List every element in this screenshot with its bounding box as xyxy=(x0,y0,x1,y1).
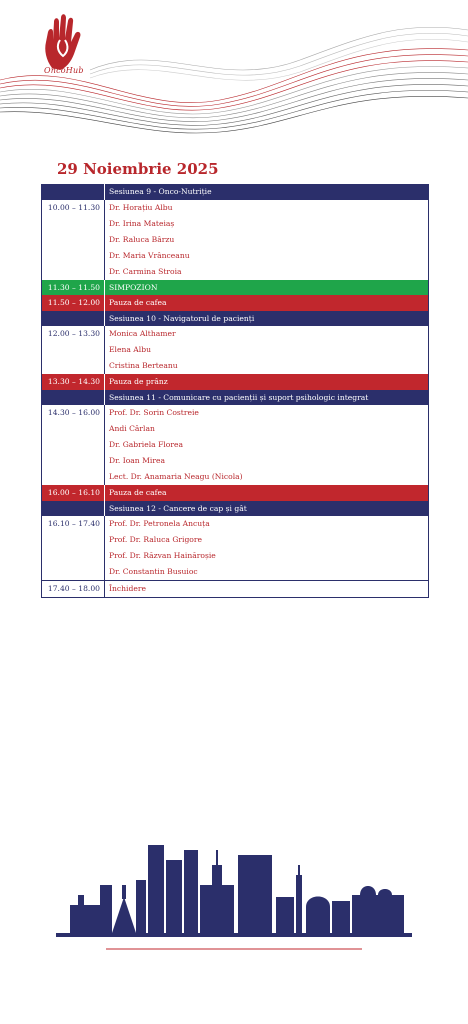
time-cell: 10.00 – 11.30 xyxy=(42,200,105,280)
speaker-name: Dr. Irina Mateiaș xyxy=(109,218,175,228)
header-banner xyxy=(0,0,468,150)
time-cell xyxy=(42,311,105,327)
break-row xyxy=(42,485,428,501)
content-cell: Sesiunea 12 - Cancere de cap și gât xyxy=(109,503,247,513)
time-cell: 11.30 – 11.50 xyxy=(42,280,105,296)
speaker-name: Prof. Dr. Petronela Ancuța xyxy=(109,519,210,528)
content-cell: Sesiunea 9 - Onco-Nutriție xyxy=(109,187,212,196)
content-cell: Sesiunea 11 - Comunicare cu pacienții și suport psihologic integrat xyxy=(109,392,369,402)
time-cell xyxy=(42,184,105,200)
speaker-name: Dr. Maria Vrânceanu xyxy=(109,250,190,260)
closing-row xyxy=(42,580,428,597)
session-header-row xyxy=(42,311,428,327)
content-cell xyxy=(105,405,428,485)
logo-text: OncoHub xyxy=(44,66,84,75)
speaker-name: Dr. Gabriela Florea xyxy=(109,440,184,449)
time-cell: 13.30 – 14.30 xyxy=(42,374,105,390)
time-cell: 16.00 – 16.10 xyxy=(42,485,105,501)
content-cell: Închidere xyxy=(109,584,146,593)
session-header-row xyxy=(42,184,428,200)
speakers-row xyxy=(42,200,428,280)
speaker-name: Dr. Horațiu Albu xyxy=(109,202,173,212)
speaker-name: Prof. Dr. Sorin Costreie xyxy=(109,408,199,417)
session-header-row xyxy=(42,390,428,406)
session-header-row xyxy=(42,501,428,517)
time-cell xyxy=(42,501,105,517)
speaker-name: Prof. Dr. Raluca Grigore xyxy=(109,535,203,544)
speaker-name: Prof. Dr. Răzvan Hainăroșie xyxy=(109,551,216,560)
speakers-row xyxy=(42,326,428,374)
content-cell: Sesiunea 10 - Navigatorul de pacienți xyxy=(109,313,255,323)
speaker-name: Elena Albu xyxy=(109,345,151,354)
speaker-name: Monica Althamer xyxy=(109,329,176,338)
content-cell xyxy=(105,326,428,374)
speaker-name: Cristina Berteanu xyxy=(109,361,178,370)
content-cell xyxy=(105,516,428,580)
page-title: 29 Noiembrie 2025 xyxy=(57,160,219,178)
content-cell xyxy=(105,200,428,280)
content-cell: Pauza de prânz xyxy=(109,377,168,386)
speaker-name: Dr. Carmina Stroia xyxy=(109,266,182,276)
time-cell: 17.40 – 18.00 xyxy=(42,581,105,597)
break-row xyxy=(42,295,428,311)
content-cell: Pauza de cafea xyxy=(109,488,167,497)
speakers-row xyxy=(42,516,428,580)
speaker-name: Dr. Constantin Busuioc xyxy=(109,567,198,576)
speaker-name: Dr. Raluca Bârzu xyxy=(109,234,175,244)
time-cell: 16.10 – 17.40 xyxy=(42,516,105,580)
time-cell: 12.00 – 13.30 xyxy=(42,326,105,374)
schedule-table xyxy=(41,184,429,598)
time-cell: 14.30 – 16.00 xyxy=(42,405,105,485)
city-skyline-graphic xyxy=(0,825,468,955)
content-cell: SIMPOZION xyxy=(109,282,158,292)
symposium-row xyxy=(42,280,428,296)
speakers-row xyxy=(42,405,428,485)
speaker-name: Dr. Ioan Mirea xyxy=(109,456,165,465)
content-cell: Pauza de cafea xyxy=(109,298,167,307)
break-row xyxy=(42,374,428,390)
speaker-name: Andi Cârlan xyxy=(109,424,155,433)
time-cell xyxy=(42,390,105,406)
speaker-name: Lect. Dr. Anamaria Neagu (Nicola) xyxy=(109,472,243,481)
time-cell: 11.50 – 12.00 xyxy=(42,295,105,311)
